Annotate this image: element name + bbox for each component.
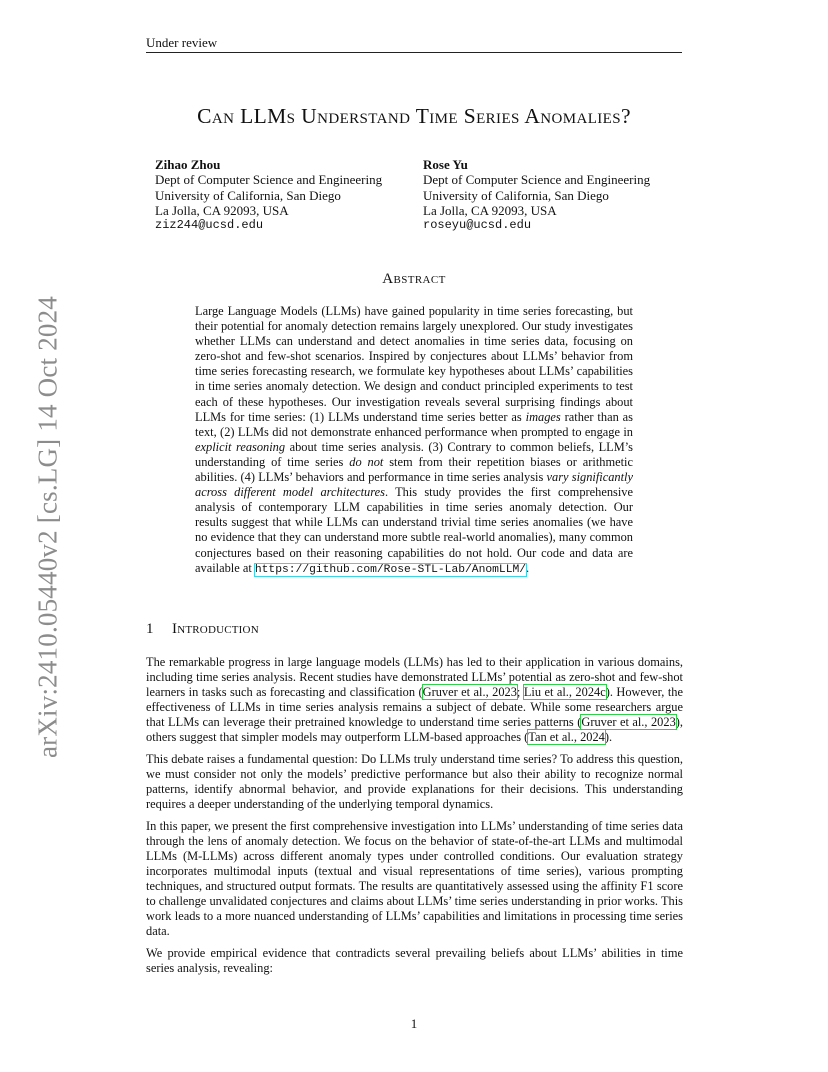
author-name: Zihao Zhou <box>155 157 221 172</box>
section-number: 1 <box>146 621 154 637</box>
abstract-text: . This study provides the first comprehensive analysis of contemporary LLM capabilities in time series anomaly detection. Our results suggest that while LLMs can understand trivial time series anomalies (we have no evidence that they can understand more subtle real-world anomalies), many common conjectures based on their reasoning capabilities do not hold. Our code and data are available at <box>195 485 633 575</box>
abstract-text: Large Language Models (LLMs) have gained popularity in time series forecasting, but their potential for anomaly detection remains largely unexplored. Our study investigates whether LLMs can understand and detect anomalies in time series data, focusing on zero-shot and few-shot scenarios. Inspired by conjectures about LLMs’ behavior from time series forecasting research, we formulate key hypotheses about LLMs’ capabilities in time series anomaly detection. We design and conduct principled experiments to test each of these hypotheses. Our investigation reveals several surprising findings about LLMs for time series: (1) LLMs understand time series better as <box>195 304 633 424</box>
citation-link[interactable]: Gruver et al., 2023 <box>581 715 676 729</box>
abstract-emphasis: vary significantly across different model architectures <box>195 470 633 500</box>
author-university: University of California, San Diego <box>155 187 341 203</box>
paragraph-text: ), others suggest that simpler models may outperform LLM-based approaches ( <box>146 715 684 744</box>
abstract-emphasis: do not <box>349 454 384 469</box>
section-heading-introduction <box>146 621 259 638</box>
abstract-body <box>195 304 633 578</box>
abstract-emphasis: explicit reasoning <box>195 439 286 454</box>
abstract-text: stem from their repetition biases or arithmetic abilities. (4) LLMs’ behaviors and performance in time series analysis <box>195 454 633 485</box>
author-email: roseyu@ucsd.edu <box>423 218 532 233</box>
abstract-text: rather than as text, (2) LLMs did not demonstrate enhanced performance when prompted to engage in <box>195 409 633 439</box>
page-number: 1 <box>410 1016 418 1031</box>
paragraph-text: ). However, the effectiveness of LLMs in time series analysis remains a subject of debate. While some researchers argue that LLMs can leverage their pretrained knowledge to understand time series patterns ( <box>146 685 683 729</box>
paper-title: Can LLMs Understand Time Series Anomalies? <box>197 104 631 128</box>
introduction-body <box>146 655 683 983</box>
citation-link[interactable]: Tan et al., 2024 <box>528 730 605 744</box>
author-block-1 <box>155 157 382 233</box>
citation-link[interactable]: Liu et al., 2024c <box>523 685 606 699</box>
citation-link[interactable]: Gruver et al., 2023 <box>422 685 517 699</box>
author-name: Rose Yu <box>423 157 468 172</box>
author-location: La Jolla, CA 92093, USA <box>423 202 557 218</box>
arxiv-stamp: arXiv:2410.05440v2 [cs.LG] 14 Oct 2024 <box>32 295 63 759</box>
code-repo-link[interactable]: https://github.com/Rose-STL-Lab/AnomLLM/ <box>254 563 527 576</box>
paragraph: In this paper, we present the first comprehensive investigation into LLMs’ understanding of time series data through the lens of anomaly detection. We focus on the behavior of state-of-the-art LLMs and multimodal LLMs (M-LLMs) across different anomaly types under controlled conditions. Our evaluation strategy incorporates multimodal inputs (textual and visual representations of time series), various prompting techniques, and structured output formats. The results are quantitatively assessed using the affinity F1 score to challenge unvalidated conjectures and claims about LLMs’ time series understanding in prior works. This work leads to a more nuanced understanding of LLMs’ capabilities and limitations in processing time series data. <box>146 819 683 938</box>
author-dept: Dept of Computer Science and Engineering <box>423 172 651 188</box>
paragraph <box>146 655 683 745</box>
section-title: Introduction <box>172 621 259 637</box>
abstract-heading: Abstract <box>382 271 446 287</box>
author-location: La Jolla, CA 92093, USA <box>155 202 289 218</box>
paragraph-text: The remarkable progress in large language models (LLMs) has led to their application in various domains, including time series analysis. Recent studies have demonstrated LLMs’ potential as zero-shot and few-shot learners in tasks such as forecasting and classification ( <box>146 655 683 699</box>
abstract-text: . <box>526 560 530 575</box>
paragraph: We provide empirical evidence that contradicts several prevailing beliefs about LLMs’ abilities in time series analysis, revealing: <box>146 946 683 975</box>
header-rule <box>146 52 682 53</box>
abstract-emphasis: images <box>525 409 561 424</box>
author-email: ziz244@ucsd.edu <box>155 218 264 233</box>
paragraph: This debate raises a fundamental question: Do LLMs truly understand time series? To address this question, we must consider not only the models’ predictive performance but also their ability to recognize normal patterns, identify abnormal behavior, and provide explanations for their decisions. This understanding requires a deeper understanding of the underlying temporal dynamics. <box>146 752 683 811</box>
author-university: University of California, San Diego <box>423 187 609 203</box>
running-head: Under review <box>146 35 218 50</box>
author-dept: Dept of Computer Science and Engineering <box>155 172 383 188</box>
abstract-text: about time series analysis. (3) Contrary to common beliefs, LLM’s understanding of time series <box>195 439 633 469</box>
paragraph-text: ; <box>516 685 524 699</box>
author-block-2 <box>423 157 650 233</box>
paragraph-text: ). <box>604 730 613 744</box>
